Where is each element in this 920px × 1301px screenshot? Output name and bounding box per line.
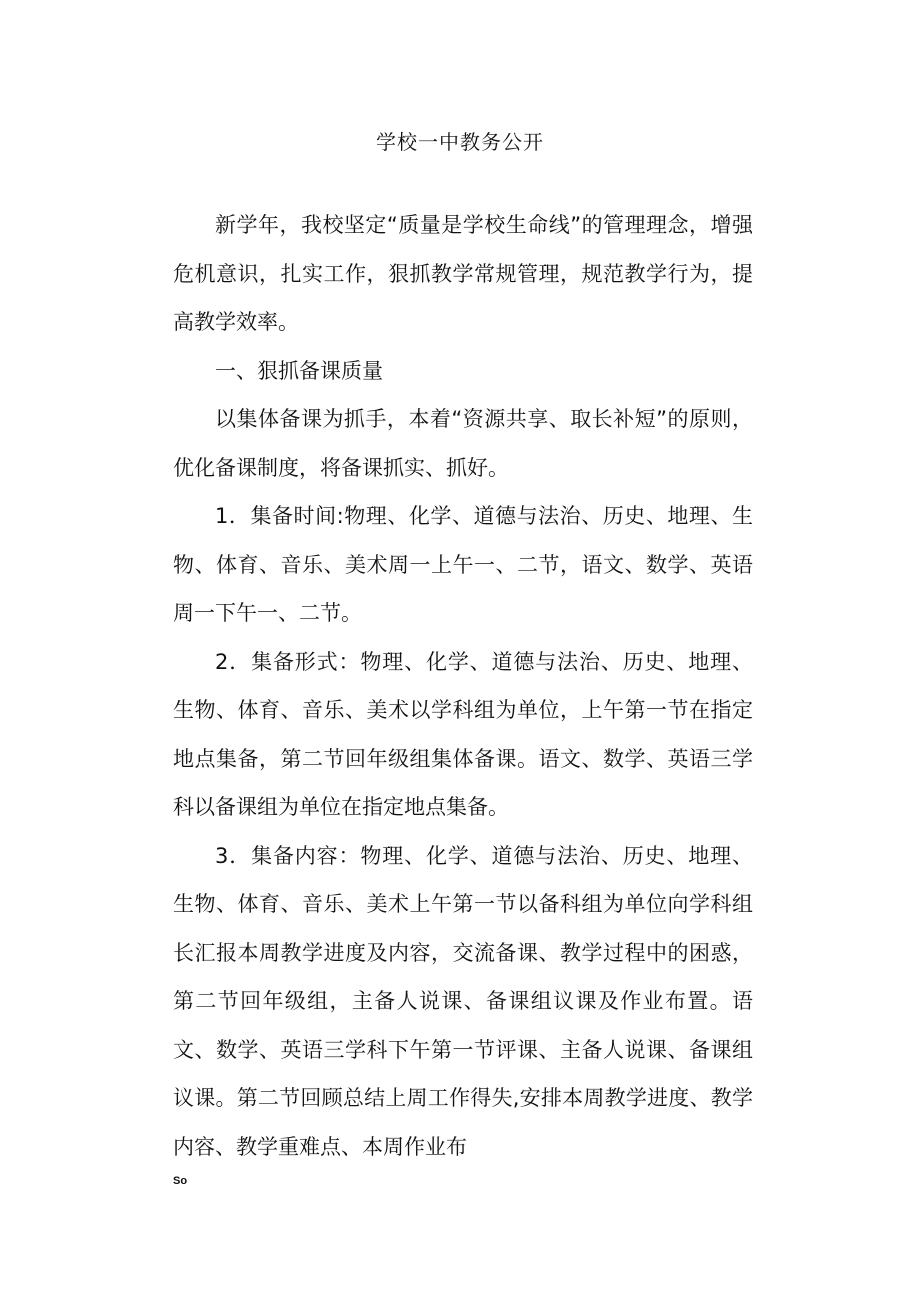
section-heading: 一、狠抓备课质量 xyxy=(215,358,383,383)
document-body xyxy=(173,201,753,1171)
document-title: 学校一中教务公开 xyxy=(376,130,544,154)
intro-paragraph: 新学年，我校坚定“质量是学校生命线”的管理理念，增强危机意识，扎实工作，狠抓教学常规管理，规范教学行为，提高教学效率。 xyxy=(173,213,753,334)
item-3-paragraph: 3．集备内容：物理、化学、道德与法治、历史、地理、生物、体育、音乐、美术上午第一节以备科组为单位向学科组长汇报本周教学进度及内容，交流备课、教学过程中的困惑，第二节回年级组，主备人说课、备课组议课及作业布置。语文、数学、英语三学科下午第一节评课、主备人说课、备课组议课。第二节回顾总结上周工作得失,安排本周教学进度、教学内容、教学重难点、本周作业布 xyxy=(173,843,753,1159)
footer-mark: So xyxy=(173,1175,188,1187)
section-intro-paragraph: 以集体备课为抓手，本着“资源共享、取长补短”的原则，优化备课制度，将备课抓实、抓好。 xyxy=(173,407,753,480)
item-2-paragraph: 2．集备形式：物理、化学、道德与法治、历史、地理、生物、体育、音乐、美术以学科组为单位，上午第一节在指定地点集备，第二节回年级组集体备课。语文、数学、英语三学科以备课组为单位在指定地点集备。 xyxy=(173,649,753,819)
item-1-paragraph: 1．集备时间:物理、化学、道德与法治、历史、地理、生物、体育、音乐、美术周一上午一、二节，语文、数学、英语周一下午一、二节。 xyxy=(173,504,753,625)
